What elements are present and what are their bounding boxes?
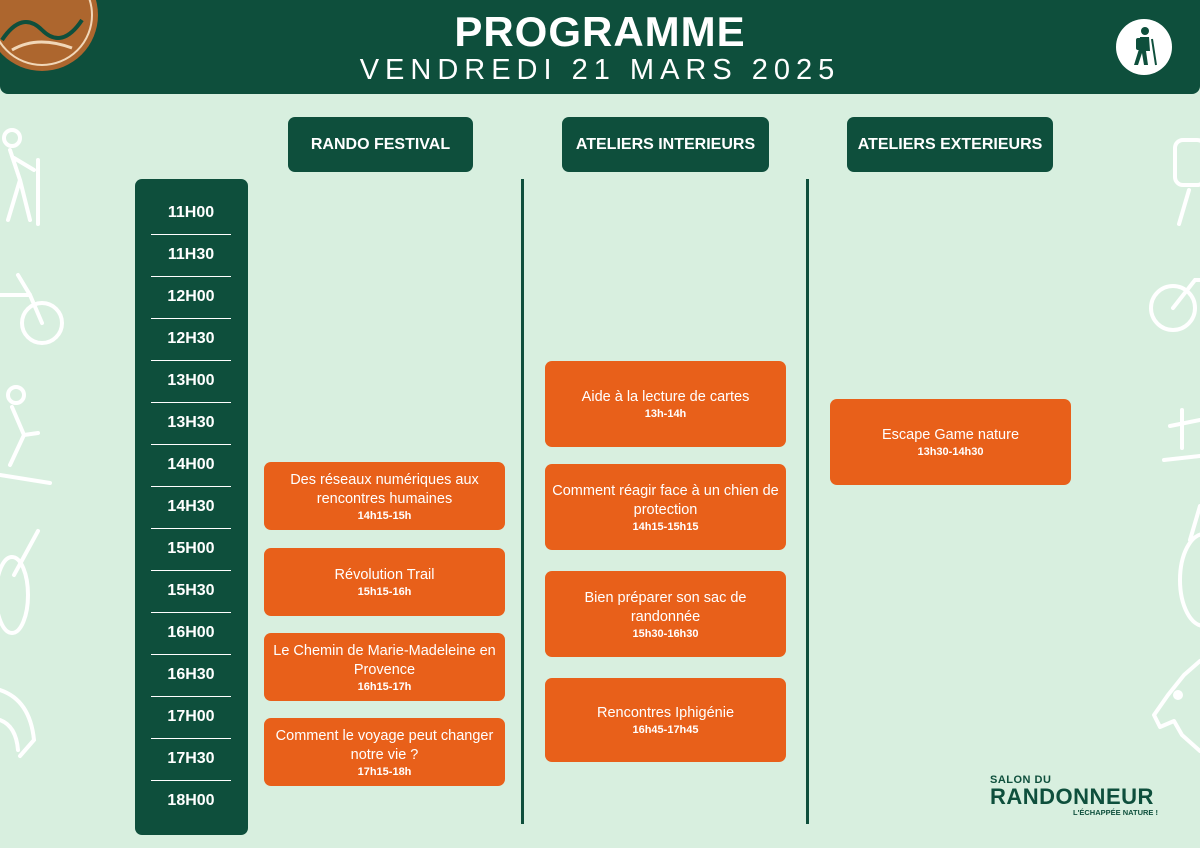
- hiking-figure-icon: [0, 120, 50, 230]
- event-card[interactable]: [545, 464, 786, 550]
- time-slot: 15H30: [151, 570, 231, 613]
- event-card[interactable]: [830, 399, 1071, 485]
- time-slot: 15H00: [151, 528, 231, 571]
- event-title: Bien préparer son sac de randonnée: [584, 589, 747, 625]
- time-slot: 12H30: [151, 318, 231, 361]
- time-slot: 14H30: [151, 486, 231, 529]
- page-title: PROGRAMME: [454, 8, 746, 55]
- event-time: 13h30-14h30: [917, 446, 984, 458]
- time-axis: [135, 179, 248, 835]
- event-title: Aide à la lecture de cartes: [581, 389, 750, 405]
- time-slot: 17H30: [151, 738, 231, 781]
- backpack-icon: [1165, 120, 1200, 230]
- bicycle-icon-right: [1145, 260, 1200, 340]
- brand-logo: [990, 774, 1160, 817]
- event-card[interactable]: [545, 361, 786, 447]
- event-title: Comment le voyage peut changer notre vie ?: [275, 727, 494, 763]
- event-card[interactable]: [545, 678, 786, 762]
- event-title: Escape Game nature: [881, 427, 1020, 443]
- event-card[interactable]: [545, 571, 786, 657]
- time-slot: 12H00: [151, 276, 231, 319]
- time-slot: 13H00: [151, 360, 231, 403]
- time-slot: 18H00: [167, 792, 215, 809]
- column-divider: [521, 179, 524, 824]
- event-title: Comment réagir face à un chien de protection: [552, 482, 779, 518]
- event-title: Révolution Trail: [334, 567, 435, 583]
- event-time: 13h-14h: [644, 408, 687, 420]
- event-time: 15h30-16h30: [632, 627, 699, 640]
- brand-line-1: SALON DU: [990, 774, 1052, 786]
- page-subtitle: VENDREDI 21 MARS 2025: [359, 54, 841, 86]
- event-time: 16h15-17h: [357, 680, 412, 693]
- skier-icon-right: [1160, 400, 1200, 470]
- brand-line-2: RANDONNEUR: [990, 784, 1154, 809]
- event-time: 14h15-15h15: [632, 520, 699, 533]
- time-slot: 14H00: [151, 444, 231, 487]
- event-time: 15h15-16h: [357, 586, 412, 598]
- event-card[interactable]: [264, 633, 505, 701]
- bicycle-icon: [0, 265, 70, 350]
- event-time: 17h15-18h: [357, 765, 412, 778]
- header-banner: [0, 0, 1200, 94]
- time-slot: 16H30: [151, 654, 231, 697]
- time-slot: 13H30: [151, 402, 231, 445]
- paddle-icon: [0, 525, 45, 635]
- paddle-icon-right: [1170, 500, 1200, 630]
- event-title: Le Chemin de Marie-Madeleine en Provence: [273, 642, 496, 678]
- column-header-ateliers-interieurs: ATELIERS INTERIEURS: [562, 117, 769, 172]
- column-divider: [806, 179, 809, 824]
- event-time: 14h15-15h: [357, 509, 412, 522]
- time-slot: 17H00: [151, 696, 231, 739]
- horse-icon: [0, 680, 45, 760]
- event-card[interactable]: [264, 462, 505, 530]
- brand-tagline: L'ÉCHAPPÉE NATURE !: [1073, 808, 1158, 817]
- event-time: 16h45-17h45: [632, 724, 699, 736]
- hiker-badge: [1116, 19, 1172, 75]
- column-header-rando-festival: RANDO FESTIVAL: [288, 117, 473, 172]
- time-slot: 11H00: [151, 192, 231, 235]
- event-card[interactable]: [264, 718, 505, 786]
- hiker-icon: [1116, 19, 1172, 75]
- event-card[interactable]: [264, 548, 505, 616]
- time-slot: 11H30: [151, 234, 231, 277]
- time-slot: 16H00: [151, 612, 231, 655]
- skier-icon: [0, 375, 55, 485]
- event-title: Des réseaux numériques aux rencontres humaines: [290, 471, 479, 507]
- column-header-ateliers-exterieurs: ATELIERS EXTERIEURS: [847, 117, 1053, 172]
- event-title: Rencontres Iphigénie: [596, 705, 735, 721]
- horse-icon-right: [1148, 655, 1200, 755]
